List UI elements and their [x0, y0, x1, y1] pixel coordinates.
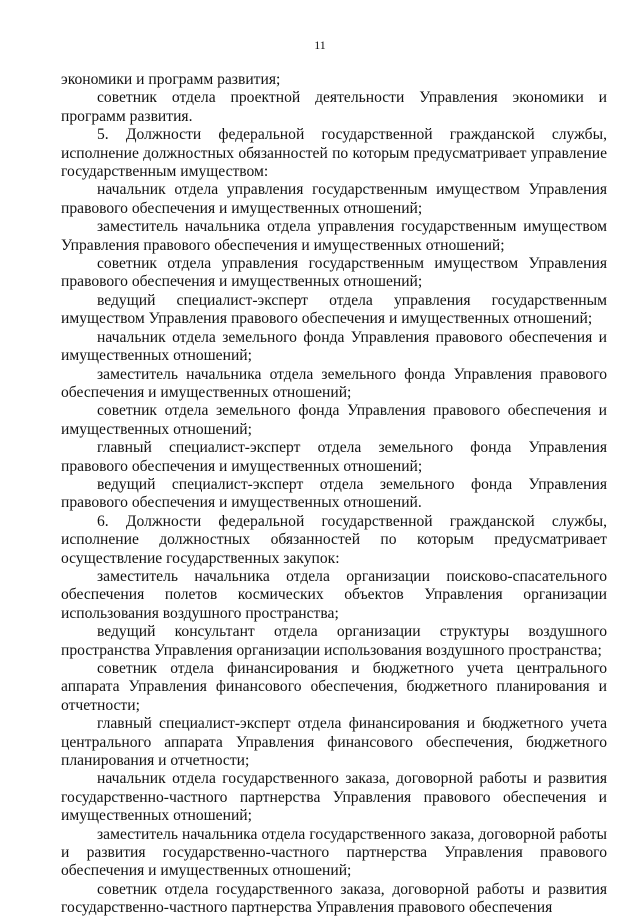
paragraph: ведущий консультант отдела организации структуры воздушного пространства Управления организации использования воздушного пространства; — [61, 623, 607, 659]
paragraph: начальник отдела управления государственным имуществом Управления правового обеспечения и имущественных отношений; — [61, 181, 607, 217]
paragraph: советник отдела проектной деятельности Управления экономики и программ развития. — [61, 89, 607, 125]
paragraph: заместитель начальника отдела организации поисково-спасательного обеспечения полетов космических объектов Управления организации использования воздушного пространства; — [61, 567, 607, 622]
paragraph-truncated: советник отдела государственного заказа, договорной работы и развития государственно-частного партнерства Управления правового обеспечения — [61, 880, 607, 917]
paragraph: начальник отдела государственного заказа, договорной работы и развития государственно-частного партнерства Управления правового обеспечения и имущественных отношений; — [61, 770, 607, 825]
paragraph: ведущий специалист-эксперт отдела земельного фонда Управления правового обеспечения и имущественных отношений. — [61, 475, 607, 512]
paragraph: заместитель начальника отдела государственного заказа, договорной работы и развития государственно-частного партнерства Управления правового обеспечения и имущественных отношений; — [61, 825, 607, 880]
paragraph: главный специалист-эксперт отдела финансирования и бюджетного учета центрального аппарата Управления финансового обеспечения, бюджетного планирования и отчетности; — [61, 715, 607, 770]
paragraph-continuation: экономики и программ развития; — [61, 71, 281, 88]
paragraph: главный специалист-эксперт отдела земельного фонда Управления правового обеспечения и имущественных отношений; — [61, 439, 607, 475]
page-number: 11 — [314, 38, 326, 52]
document-body — [61, 71, 607, 918]
paragraph: советник отдела управления государственным имуществом Управления правового обеспечения и имущественных отношений; — [61, 255, 607, 291]
paragraph: заместитель начальника отдела земельного фонда Управления правового обеспечения и имущественных отношений; — [61, 365, 607, 401]
section-heading-5: 5. Должности федеральной государственной гражданской службы, исполнение должностных обязанностей по которым предусматривает управление государственным имуществом: — [61, 126, 607, 181]
paragraph: начальник отдела земельного фонда Управления правового обеспечения и имущественных отношений; — [61, 328, 607, 365]
paragraph: заместитель начальника отдела управления государственным имуществом Управления правового обеспечения и имущественных отношений; — [61, 218, 607, 254]
paragraph: ведущий специалист-эксперт отдела управления государственным имуществом Управления правового обеспечения и имущественных отношений; — [61, 291, 607, 328]
paragraph: советник отдела земельного фонда Управления правового обеспечения и имущественных отношений; — [61, 402, 607, 438]
paragraph: советник отдела финансирования и бюджетного учета центрального аппарата Управления финансового обеспечения, бюджетного планирования и отчетности; — [61, 660, 607, 714]
section-heading-6: 6. Должности федеральной государственной гражданской службы, исполнение должностных обязанностей по которым предусматривает осуществление государственных закупок: — [61, 512, 607, 567]
